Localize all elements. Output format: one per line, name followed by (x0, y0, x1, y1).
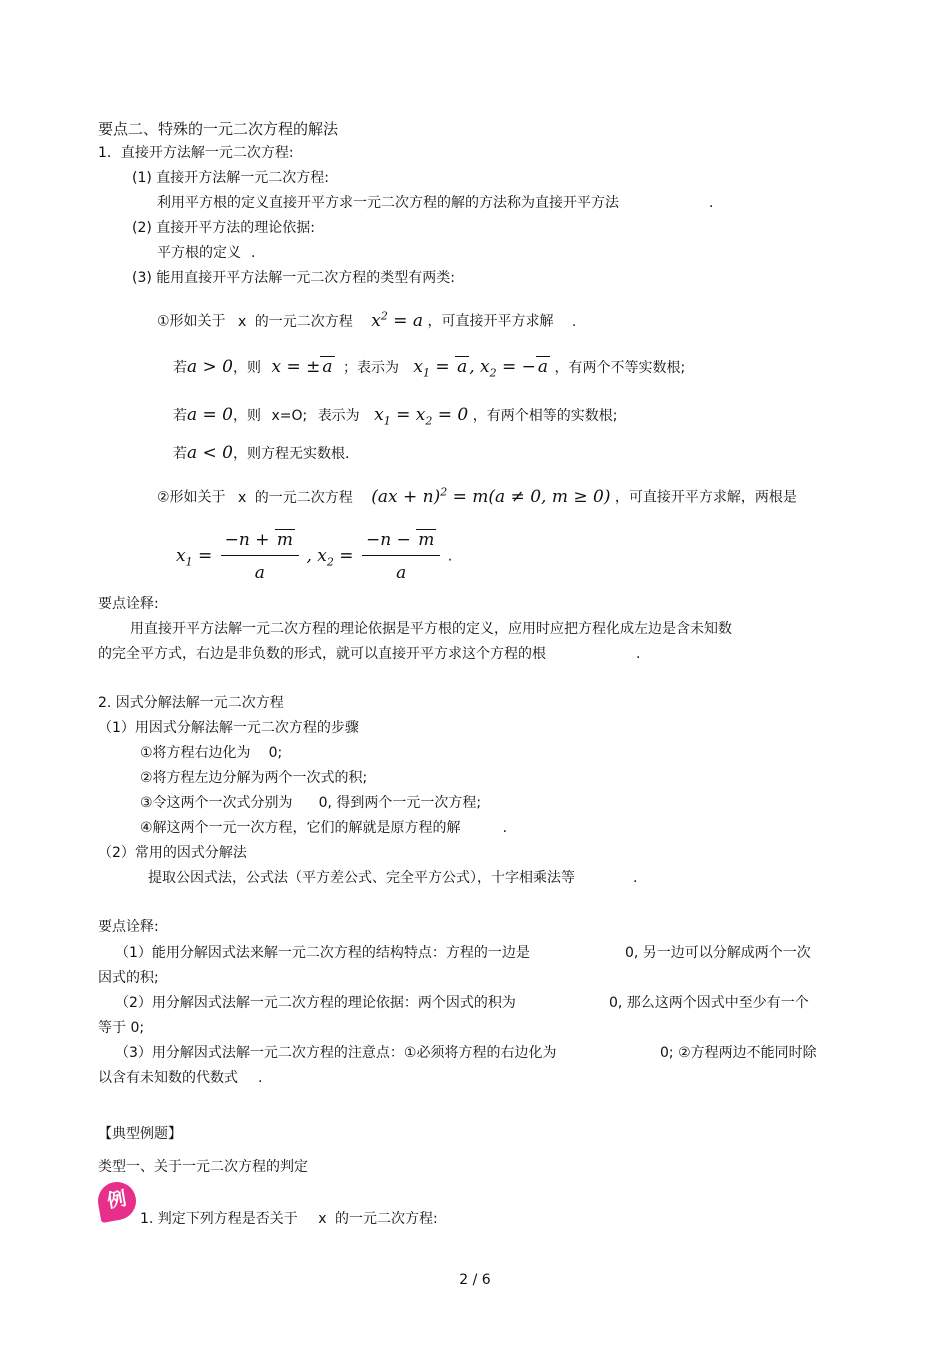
fraction-root-2: $\frac{-n - m}{a}$ (362, 528, 440, 585)
example-question-1: 1. 判定下列方程是否关于 x 的一元二次方程: (140, 1211, 438, 1227)
equation-roots-distinct: $x_1 = a$ , $x_2$ = − a (413, 357, 549, 380)
note2-a1: （1）能用分解因式法来解一元二次方程的结构特点：方程的一边是 0, 另一边可以分解成两个一次 (115, 945, 811, 961)
s1-p3: (3) 能用直接开平方法解一元二次方程的类型有两类: (132, 270, 455, 286)
equation-x-pm-sqrt-a: x = ± a (271, 357, 333, 377)
s2-step4: ④解这两个一元一次方程，它们的解就是原方程的解 . (140, 820, 508, 836)
s2-step3: ③令这两个一次式分别为 0, 得到两个一元一次方程; (140, 795, 482, 811)
examples-title: 【典型例题】 (98, 1126, 182, 1142)
case1-a-zero: 若a = 0，则 x=O; 表示为 $x_1 = x_2 = 0$ ，有两个相等的实数根; (173, 405, 618, 428)
s2-p1: （1）用因式分解法解一元二次方程的步骤 (98, 720, 359, 736)
note2-c1: （3）用分解因式法解一元二次方程的注意点：①必须将方程的右边化为 0; ②方程两边不能同时除 (115, 1045, 817, 1061)
equation-ax-plus-n-squared: (ax + n)$^2$ = m(a ≠ 0, m ≥ 0) (371, 485, 611, 507)
section-heading: 要点二、特殊的一元二次方程的解法 (98, 120, 339, 138)
s2-step2: ②将方程左边分解为两个一次式的积; (140, 770, 368, 786)
s1-p2-text: 平方根的定义 . (157, 245, 256, 261)
note2-title: 要点诠释: (98, 919, 159, 935)
note2-a2: 因式的积; (98, 970, 159, 986)
note1-line2: 的完全平方式，右边是非负数的形式，就可以直接开平方求这个方程的根 . (98, 646, 641, 662)
case1-line: ①形如关于 x 的一元二次方程 $x^2 = a$ ，可直接开平方求解 . (157, 309, 577, 331)
case1-a-negative: 若a < 0，则方程无实数根. (173, 443, 350, 463)
fraction-root-1: $\frac{-n + m}{a}$ (221, 528, 299, 585)
note1-line1: 用直接开平方法解一元二次方程的理论依据是平方根的定义，应用时应把方程化成左边是含未知数 (130, 621, 732, 637)
page-number: 2 / 6 (459, 1272, 491, 1288)
s2-p2-text: 提取公因式法，公式法（平方差公式、完全平方公式），十字相乘法等 . (148, 870, 638, 886)
equation-x2-a: $x^2 = a$ (371, 309, 423, 331)
s1-p2: (2) 直接开平方法的理论依据: (132, 220, 315, 236)
s1-title: 1．直接开方法解一元二次方程: (98, 145, 294, 161)
s1-p1: (1) 直接开方法解一元二次方程: (132, 170, 329, 186)
equation-equal-roots: $x_1 = x_2 = 0$ (374, 405, 469, 428)
case2-line: ②形如关于 x 的一元二次方程 (ax + n)$^2$ = m(a ≠ 0, m ≥ 0) ，可直接开平方求解，两根是 (157, 485, 797, 507)
note2-b1: （2）用分解因式法解一元二次方程的理论依据：两个因式的积为 0, 那么这两个因式中至少有一个 (115, 995, 809, 1011)
s2-step1: ①将方程右边化为 0; (140, 745, 283, 761)
case2-roots-formula: $x_1$ = $\frac{-n + m}{a}$ , $x_2$ = $\frac{-n - m}{a}$ . (176, 530, 453, 583)
note2-c2: 以含有未知数的代数式 . (98, 1070, 263, 1086)
s2-p2: （2）常用的因式分解法 (98, 845, 247, 861)
s2-title: 2. 因式分解法解一元二次方程 (98, 695, 284, 711)
example-badge-icon: 例 (95, 1179, 139, 1223)
s1-p1-text: 利用平方根的定义直接开平方求一元二次方程的解的方法称为直接开平方法 . (157, 195, 714, 211)
note2-b2: 等于 0; (98, 1020, 145, 1036)
case1-a-positive: 若a > 0，则 x = ± a ；表示为 $x_1 = a$ , $x_2$ = − a ，有两个不等实数根; (173, 357, 686, 380)
examples-type1: 类型一、关于一元二次方程的判定 (98, 1159, 308, 1175)
note1-title: 要点诠释: (98, 596, 159, 612)
